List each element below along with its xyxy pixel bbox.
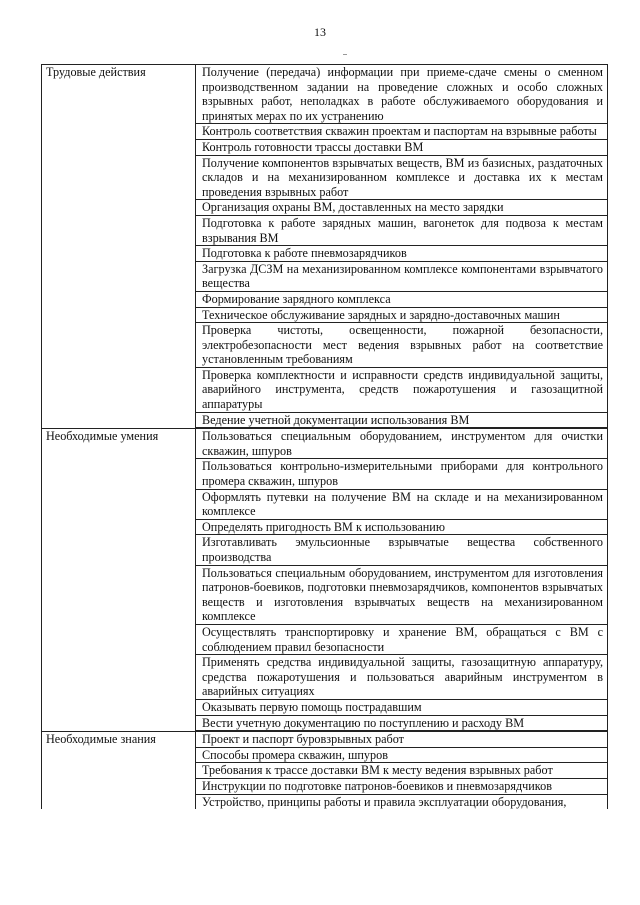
table-cell: Осуществлять транспортировку и хранение ВМ, обращаться с ВМ с соблюдением правил безопасности [196, 625, 607, 655]
table-cell: Организация охраны ВМ, доставленных на место зарядки [196, 200, 607, 216]
table-cell: Пользоваться специальным оборудованием, инструментом для очистки скважин, шпуров [196, 429, 607, 459]
section-items [196, 429, 608, 732]
table-cell: Проект и паспорт буровзрывных работ [196, 732, 607, 748]
scan-mark [343, 54, 347, 55]
table-row [42, 732, 608, 809]
section-label: Необходимые знания [42, 732, 196, 809]
table-cell: Вести учетную документацию по поступлению и расходу ВМ [196, 716, 607, 732]
section-items [196, 732, 608, 809]
table-cell: Оказывать первую помощь пострадавшим [196, 700, 607, 716]
table-cell: Устройство, принципы работы и правила эксплуатации оборудования, [202, 794, 567, 809]
table-cell: Ведение учетной документации использования ВМ [196, 413, 607, 429]
table-cell: Требования к трассе доставки ВМ к месту ведения взрывных работ [196, 763, 607, 779]
table-cell: Техническое обслуживание зарядных и зарядно-доставочных машин [196, 308, 607, 324]
table-cell: Получение (передача) информации при приеме-сдаче смены о сменном производственном задании на проведение сложных и особо сложных взрывных работ, неполадках в работе обслуживаемого оборудования и принятых мерах по их устранению [196, 65, 607, 124]
page-number: 13 [314, 25, 326, 39]
table-cell: Пользоваться контрольно-измерительными приборами для контрольного промера скважин, шпуров [196, 459, 607, 489]
table-cell: Проверка комплектности и исправности средств индивидуальной защиты, аварийного инструмента, средств пожаротушения и газозащитной аппаратуры [196, 368, 607, 413]
table-cell: Получение компонентов взрывчатых веществ, ВМ из базисных, раздаточных складов и на механизированном комплексе и доставка их к местам проведения взрывных работ [196, 156, 607, 201]
table-cell: Применять средства индивидуальной защиты, газозащитную аппаратуру, средства пожаротушения и пользоваться аварийным инструментом в аварийных ситуациях [196, 655, 607, 700]
table-cell: Проверка чистоты, освещенности, пожарной безопасности, электробезопасности мест ведения взрывных работ на соответствие установленным требованиям [196, 323, 607, 368]
table-cell: Контроль готовности трассы доставки ВМ [196, 140, 607, 156]
table-cell: Формирование зарядного комплекса [196, 292, 607, 308]
table-cell: Определять пригодность ВМ к использованию [196, 520, 607, 536]
section-label: Трудовые действия [42, 65, 196, 429]
table-cell: Контроль соответствия скважин проектам и паспортам на взрывные работы [196, 124, 607, 140]
table-cell: Изготавливать эмульсионные взрывчатые вещества собственного производства [196, 535, 607, 565]
table-cell: Способы промера скважин, шпуров [196, 748, 607, 764]
table-cell: Пользоваться специальным оборудованием, инструментом для изготовления патронов-боевиков, подготовки пневмозарядчиков, компонентов взрывчатых веществ и изготовления взрывчатых веществ на механизированном комплексе [196, 566, 607, 625]
competency-table [41, 64, 608, 809]
table-row [42, 65, 608, 429]
table-cell: Инструкции по подготовке патронов-боевиков и пневмозарядчиков [196, 779, 607, 795]
table-cell: Подготовка к работе зарядных машин, вагонеток для подвоза к местам взрывания ВМ [196, 216, 607, 246]
table-row [42, 429, 608, 732]
table-cell: Подготовка к работе пневмозарядчиков [196, 246, 607, 262]
section-label: Необходимые умения [42, 429, 196, 732]
section-items [196, 65, 608, 429]
table-cell: Оформлять путевки на получение ВМ на складе и на механизированном комплексе [196, 490, 607, 520]
table-cell: Загрузка ДСЗМ на механизированном комплексе компонентами взрывчатого вещества [196, 262, 607, 292]
